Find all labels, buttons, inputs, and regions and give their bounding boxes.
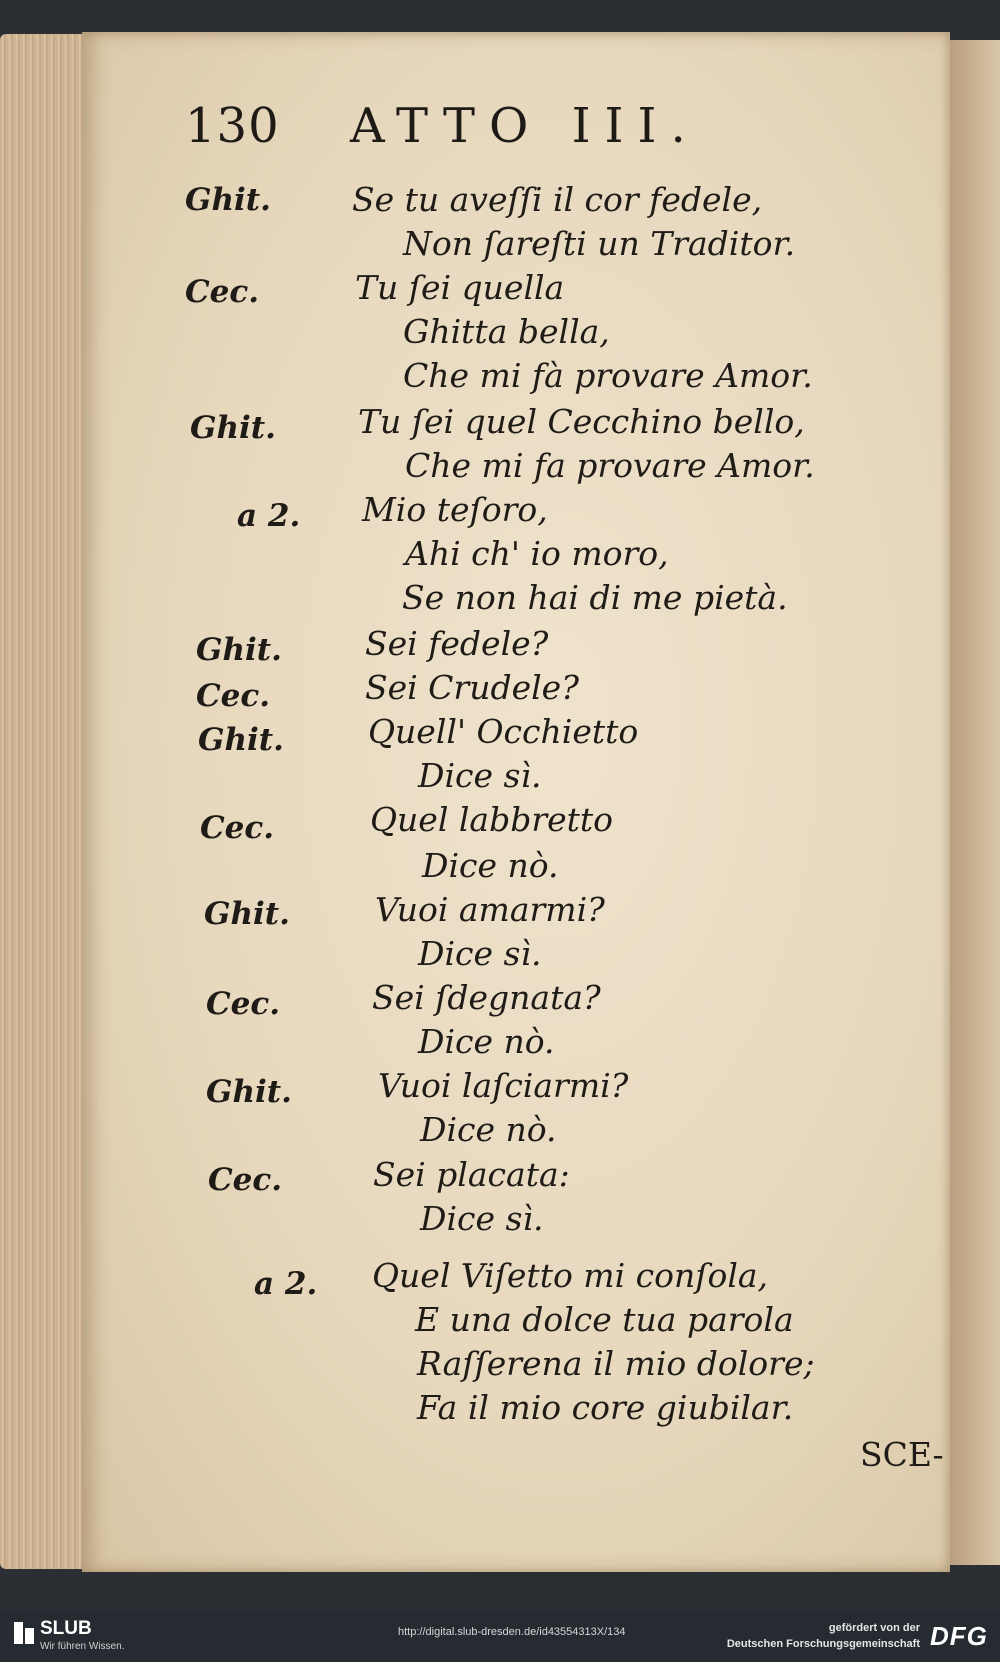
act-title: ATTO III. xyxy=(350,98,700,154)
verse-line: Se tu aveſſi il cor fedele, xyxy=(352,180,763,219)
verse-line: Tu ſei quella xyxy=(355,268,565,307)
speaker-label: Ghit. xyxy=(190,410,276,446)
verse-line: Dice nò. xyxy=(418,1022,555,1061)
verse-line: Dice nò. xyxy=(420,1110,557,1149)
speaker-label: a 2. xyxy=(254,1266,318,1302)
verse-line: Che mi fa provare Amor. xyxy=(405,446,815,485)
verse-line: Sei fedele? xyxy=(365,624,549,663)
verse-line: Sei ſdegnata? xyxy=(372,978,601,1017)
speaker-label: Cec. xyxy=(185,274,260,310)
verse-line: Vuoi laſciarmi? xyxy=(378,1066,629,1105)
verse-line: Dice sì. xyxy=(418,756,542,795)
verse-line: Raſſerena il mio dolore; xyxy=(417,1344,815,1383)
verse-line: Tu ſei quel Cecchino bello, xyxy=(358,402,805,441)
speaker-label: Cec. xyxy=(208,1162,283,1198)
verse-line: Quell' Occhietto xyxy=(368,712,639,751)
speaker-label: Ghit. xyxy=(185,182,271,218)
source-url-link[interactable]: http://digital.slub-dresden.de/id43554313X/134 xyxy=(398,1626,626,1638)
verse-line: Ahi ch' io moro, xyxy=(405,534,669,573)
page-number: 130 xyxy=(185,98,280,154)
catchword: SCE- xyxy=(860,1435,944,1474)
slub-logo-text[interactable]: SLUB xyxy=(40,1618,92,1639)
speaker-label: Cec. xyxy=(206,986,281,1022)
speaker-label: a 2. xyxy=(237,498,301,534)
page-stack-edge xyxy=(0,34,92,1569)
verse-line: Ghitta bella, xyxy=(403,312,610,351)
verse-line: Quel labbretto xyxy=(370,800,614,839)
speaker-label: Ghit. xyxy=(204,896,290,932)
verse-line: Quel Viſetto mi conſola, xyxy=(372,1256,769,1295)
verse-line: Dice sì. xyxy=(418,934,542,973)
slub-tagline: Wir führen Wissen. xyxy=(40,1641,125,1652)
funding-line: Deutschen Forschungsgemeinschaft xyxy=(726,1638,920,1650)
verse-line: Dice nò. xyxy=(422,846,559,885)
speaker-label: Cec. xyxy=(200,810,275,846)
verse-line: Se non hai di me pietà. xyxy=(402,578,788,617)
viewer-footer xyxy=(0,1610,1000,1662)
verse-line: Sei Crudele? xyxy=(365,668,579,707)
verse-line: Sei placata: xyxy=(373,1155,570,1194)
verse-line: Mio teſoro, xyxy=(362,490,548,529)
verse-line: E una dolce tua parola xyxy=(415,1300,794,1339)
verse-line: Dice sì. xyxy=(420,1199,544,1238)
funding-line: gefördert von der xyxy=(828,1622,920,1634)
speaker-label: Ghit. xyxy=(196,632,282,668)
speaker-label: Ghit. xyxy=(206,1074,292,1110)
verse-line: Vuoi amarmi? xyxy=(375,890,605,929)
dfg-logo[interactable]: DFG xyxy=(930,1621,988,1651)
speaker-label: Cec. xyxy=(196,678,271,714)
verse-line: Non ſareſti un Traditor. xyxy=(403,224,796,263)
speaker-label: Ghit. xyxy=(198,722,284,758)
facing-page-edge xyxy=(950,40,1000,1565)
verse-line: Che mi fà provare Amor. xyxy=(403,356,813,395)
slub-logo-icon xyxy=(14,1622,34,1644)
verse-line: Fa il mio core giubilar. xyxy=(417,1388,794,1427)
